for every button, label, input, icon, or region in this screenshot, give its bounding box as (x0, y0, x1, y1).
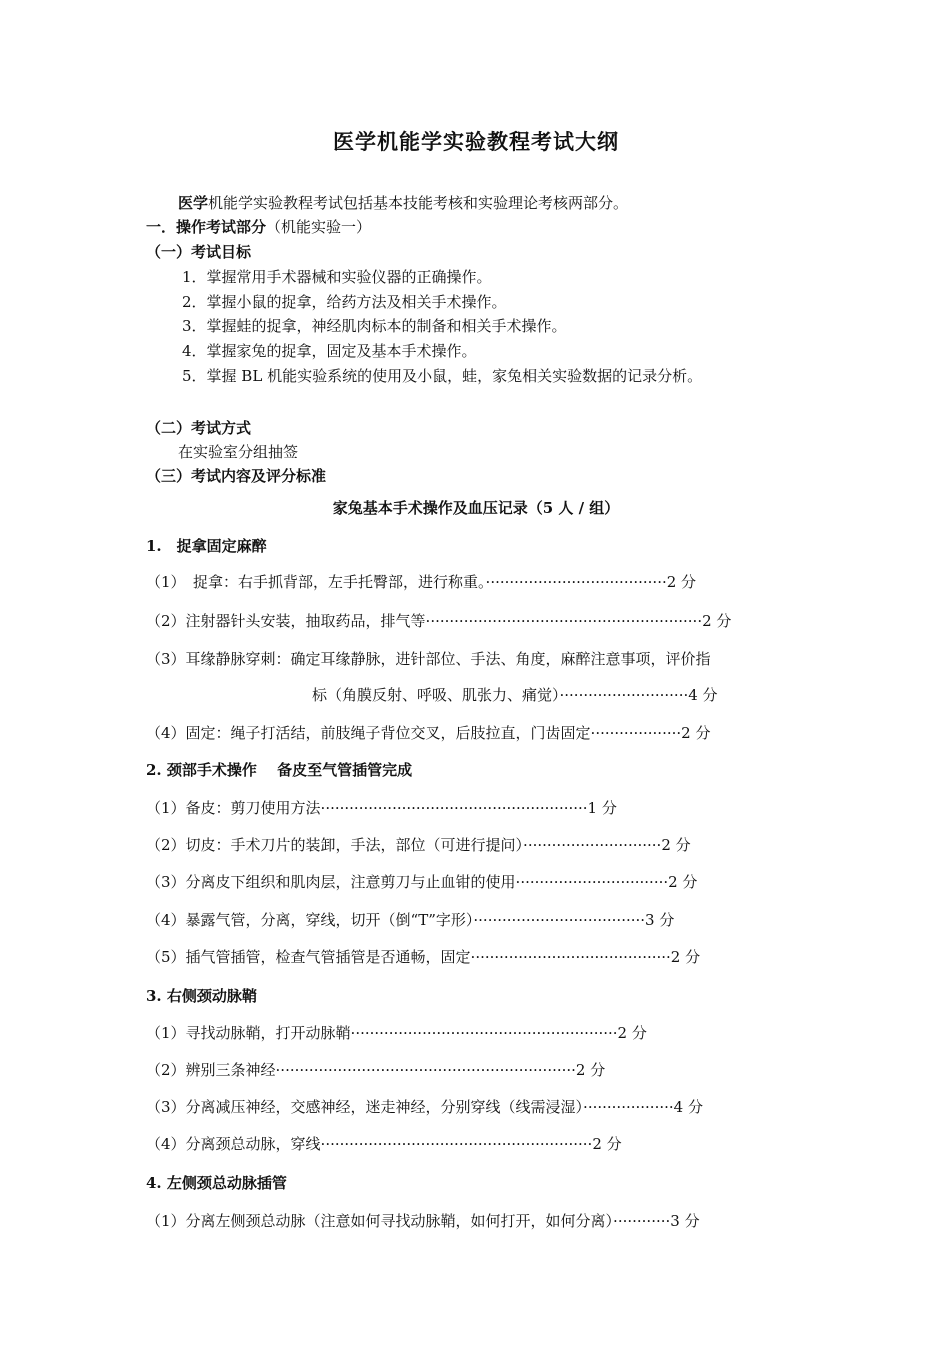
score-row: （3）耳缘静脉穿刺：确定耳缘静脉，进针部位、手法、角度，麻醉注意事项，评价指 (146, 650, 711, 668)
score-row: （1） 捉拿：右手抓背部，左手托臀部，进行称重。······································2 分 (146, 573, 697, 591)
objective-item: 4．掌握家兔的捉拿，固定及基本手术操作。 (182, 342, 477, 360)
group-heading: 1. 捉拿固定麻醉 (146, 537, 267, 555)
objective-item: 1．掌握常用手术器械和实验仪器的正确操作。 (182, 268, 492, 286)
objective-item: 5．掌握 BL 机能实验系统的使用及小鼠，蛙，家兔相关实验数据的记录分析。 (182, 367, 703, 385)
intro-bold-prefix: 医学 (178, 194, 209, 212)
group-heading: 3. 右侧颈动脉鞘 (146, 987, 257, 1005)
intro-text: 机能学实验教程考试包括基本技能考核和实验理论考核两部分。 (208, 194, 629, 212)
score-row: （1）分离左侧颈总动脉（注意如何寻找动脉鞘，如何打开，如何分离）············3 分 (146, 1212, 700, 1230)
section2-text: 在实验室分组抽签 (178, 443, 299, 461)
part1-heading-note: （机能实验一） (266, 218, 372, 236)
score-row: （4）分离颈总动脉，穿线·························································2 分 (146, 1135, 622, 1153)
table-title: 家兔基本手术操作及血压记录（5 人 / 组） (332, 499, 620, 517)
score-row: （1）寻找动脉鞘，打开动脉鞘························································2 分 (146, 1024, 647, 1042)
score-row-continuation: 标（角膜反射、呼吸、肌张力、痛觉）···························4 分 (312, 686, 718, 704)
score-row: （1）备皮：剪刀使用方法························································1 分 (146, 799, 617, 817)
score-row: （2）切皮：手术刀片的装卸，手法，部位（可进行提问）·····························2 分 (146, 836, 691, 854)
score-row: （5）插气管插管，检查气管插管是否通畅，固定··········································2 分 (146, 948, 701, 966)
objective-item: 2．掌握小鼠的捉拿，给药方法及相关手术操作。 (182, 293, 507, 311)
score-row: （4）固定：绳子打活结，前肢绳子背位交叉，后肢拉直，门齿固定···················2 分 (146, 724, 711, 742)
score-row: （4）暴露气管，分离，穿线，切开（倒“T”字形）····································3 分 (146, 911, 675, 929)
score-row: （2）注射器针头安装，抽取药品，排气等··························································2 分 (146, 612, 732, 630)
score-row: （3）分离皮下组织和肌肉层，注意剪刀与止血钳的使用································2 分 (146, 873, 698, 891)
part1-heading-bold: 一．操作考试部分 (146, 218, 267, 236)
section3-heading: （三）考试内容及评分标准 (146, 467, 327, 485)
score-row: （3）分离减压神经，交感神经，迷走神经，分别穿线（线需浸湿）···················4 分 (146, 1098, 703, 1116)
group-heading: 2. 颈部手术操作 备皮至气管插管完成 (146, 761, 413, 779)
section1-heading: （一）考试目标 (146, 243, 252, 261)
group-heading: 4. 左侧颈总动脉插管 (146, 1174, 287, 1192)
intro-paragraph (178, 193, 628, 213)
document-title: 医学机能学实验教程考试大纲 (333, 129, 619, 154)
part1-heading (146, 217, 371, 237)
objective-item: 3．掌握蛙的捉拿，神经肌肉标本的制备和相关手术操作。 (182, 317, 567, 335)
score-row: （2）辨别三条神经·······························································2 分 (146, 1061, 606, 1079)
section2-heading: （二）考试方式 (146, 419, 252, 437)
